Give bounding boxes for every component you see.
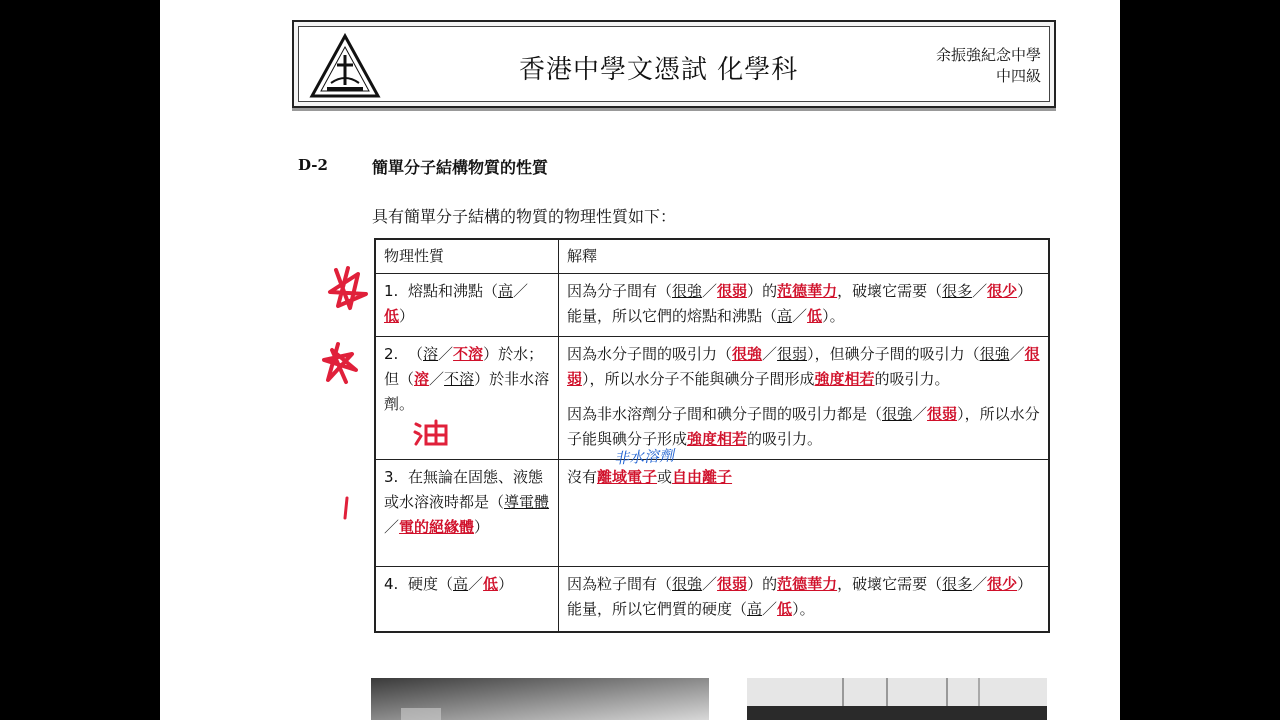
document-header bbox=[292, 20, 1056, 108]
document-page bbox=[160, 0, 1120, 720]
properties-table bbox=[374, 238, 1050, 633]
table-header-row bbox=[375, 239, 1049, 274]
intro-text: 具有簡單分子結構的物質的物理性質如下： bbox=[372, 207, 677, 226]
handwritten-blue-note: 非水溶劑 bbox=[613, 446, 675, 468]
photo-left bbox=[371, 678, 709, 720]
table-row bbox=[375, 567, 1049, 633]
handwritten-oil-mark-icon bbox=[412, 418, 454, 448]
explanation-cell: 因為水分子間的吸引力（很強／很弱），但碘分子間的吸引力（很強／很弱），所以水分子不能與碘分子間形成強度相若的吸引力。 因為非水溶劑分子間和碘分子間的吸引力都是（很強／很弱），所以水分子能與碘分子形成強度相若的吸引力。 bbox=[559, 337, 1050, 460]
section-title: 簡單分子結構物質的性質 bbox=[372, 158, 549, 177]
table-row bbox=[375, 337, 1049, 460]
property-cell: 3. 在無論在固態、液態或水溶液時都是（導電體／電的絕緣體） bbox=[375, 460, 559, 567]
explanation-cell: 因為粒子間有（很強／很弱）的范德華力，破壞它需要（很多／很少）能量，所以它們質的硬度（高／低）。 bbox=[559, 567, 1050, 633]
handwritten-one-mark-icon bbox=[340, 496, 352, 520]
explanation-cell: 因為分子間有（很強／很弱）的范德華力，破壞它需要（很多／很少）能量，所以它們的熔點和沸點（高／低）。 bbox=[559, 274, 1050, 337]
property-cell: 4. 硬度（高／低） bbox=[375, 567, 559, 633]
school-name: 余振強紀念中學 中四級 bbox=[935, 46, 1041, 85]
section-code: D-2 bbox=[298, 156, 328, 174]
table-row bbox=[375, 274, 1049, 337]
explanation-cell: 沒有離域電子或自由離子 bbox=[559, 460, 1050, 567]
header-explanation: 解釋 bbox=[559, 239, 1050, 274]
school-logo-icon bbox=[309, 33, 381, 99]
property-cell: 2. （溶／不溶）於水；但（溶／不溶）於非水溶劑。 bbox=[375, 337, 559, 460]
property-cell: 1. 熔點和沸點（高／低） bbox=[375, 274, 559, 337]
header-property: 物理性質 bbox=[375, 239, 559, 274]
red-star-mark-icon bbox=[320, 340, 360, 386]
table-row bbox=[375, 460, 1049, 567]
red-star-mark-icon bbox=[326, 264, 370, 314]
document-title: 香港中學文憑試 化學科 bbox=[519, 55, 799, 85]
photo-right bbox=[747, 678, 1047, 720]
